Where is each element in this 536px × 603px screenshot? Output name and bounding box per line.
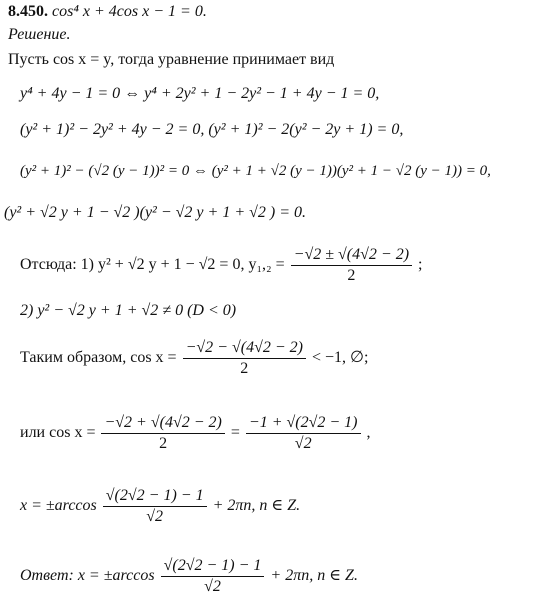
answer-suffix: + 2πn, n ∈ Z.	[270, 567, 358, 585]
roots-fraction	[291, 247, 412, 284]
cos-value-prefix: или cos x =	[20, 424, 96, 442]
cos-value-line	[20, 415, 371, 452]
equation-line-5: (y² + √2 y + 1 − √2 )(y² − √2 y + 1 + √2 ) = 0.	[4, 204, 307, 221]
cos-less-prefix: Таким образом, cos x =	[20, 349, 177, 367]
cos-value-suffix: ,	[366, 424, 371, 442]
answer-label: Ответ:	[20, 567, 74, 585]
answer-numerator: √(2√2 − 1) − 1	[161, 558, 265, 577]
cos-less-fraction	[183, 340, 306, 377]
answer-fraction	[161, 558, 265, 595]
general-solution-line	[20, 488, 300, 525]
general-solution-prefix: x = ±arccos	[20, 497, 97, 515]
roots-suffix: ;	[418, 256, 423, 274]
problem-line	[8, 4, 207, 20]
problem-equation: cos⁴ x + 4cos x − 1 = 0.	[52, 3, 207, 20]
equation-line-4: (y² + 1)² − (√2 (y − 1))² = 0 ⇔ (y² + 1 + √2 (y − 1))(y² + 1 − √2 (y − 1)) = 0,	[20, 163, 491, 179]
cos-value-fraction-1	[101, 415, 224, 452]
general-solution-numerator: √(2√2 − 1) − 1	[103, 488, 207, 507]
equation-line-2: y⁴ + 4y − 1 = 0 ⇔ y⁴ + 2y² + 1 − 2y² − 1 + 4y − 1 = 0,	[20, 85, 380, 102]
roots-line	[20, 247, 422, 284]
general-solution-fraction	[103, 488, 207, 525]
cos-value-numerator-2: −1 + √(2√2 − 1)	[246, 415, 361, 434]
cos-value-denominator-2: √2	[294, 435, 312, 452]
roots-numerator: −√2 ± √(4√2 − 2)	[291, 247, 412, 266]
roots-denominator: 2	[347, 267, 356, 284]
roots-prefix: Отсюда: 1) y² + √2 y + 1 − √2 = 0, y₁,₂ =	[20, 256, 285, 274]
cos-value-equals: =	[230, 424, 240, 442]
cos-less-numerator: −√2 − √(4√2 − 2)	[183, 340, 306, 359]
equation-line-3: (y² + 1)² − 2y² + 4y − 2 = 0, (y² + 1)² − 2(y² − 2y + 1) = 0,	[20, 121, 404, 138]
cos-less-line	[20, 340, 368, 377]
cos-value-denominator-1: 2	[159, 435, 168, 452]
second-case-line: 2) y² − √2 y + 1 + √2 ≠ 0 (D < 0)	[20, 302, 237, 319]
answer-line	[20, 558, 358, 595]
solution-label: Решение.	[8, 26, 71, 43]
cos-less-suffix: < −1, ∅;	[311, 349, 369, 367]
problem-number: 8.450.	[8, 3, 48, 20]
general-solution-suffix: + 2πn, n ∈ Z.	[212, 497, 301, 515]
cos-less-denominator: 2	[240, 360, 249, 377]
answer-denominator: √2	[204, 578, 221, 595]
answer-prefix: x = ±arccos	[77, 567, 155, 585]
cos-value-fraction-2	[246, 415, 361, 452]
cos-value-numerator-1: −√2 + √(4√2 − 2)	[101, 415, 224, 434]
substitution-line: Пусть cos x = y, тогда уравнение принимает вид	[8, 51, 335, 68]
general-solution-denominator: √2	[146, 508, 164, 525]
